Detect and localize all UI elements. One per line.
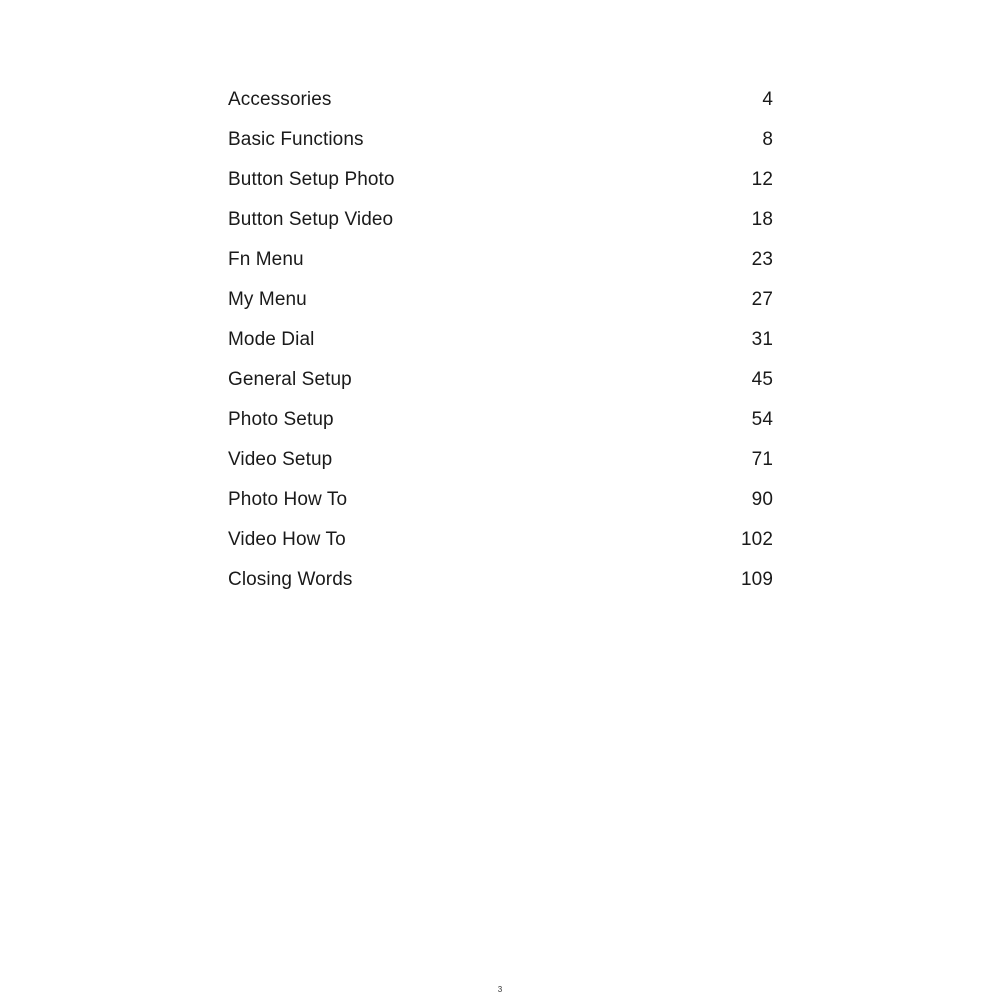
toc-entry-title: Button Setup Photo bbox=[228, 169, 395, 190]
toc-entry-title: Photo How To bbox=[228, 489, 348, 510]
toc-entry-title: Button Setup Video bbox=[228, 209, 394, 230]
toc-entry-title: Video How To bbox=[228, 529, 346, 550]
toc-entry-title: Fn Menu bbox=[228, 249, 304, 270]
toc-entry[interactable] bbox=[228, 280, 773, 320]
toc-entry-title: My Menu bbox=[228, 289, 307, 310]
toc-entry-page: 12 bbox=[751, 169, 773, 190]
toc-entry[interactable] bbox=[228, 360, 773, 400]
toc-entry-page: 27 bbox=[751, 289, 773, 310]
toc-entry-title: General Setup bbox=[228, 369, 352, 390]
toc-entry-page: 54 bbox=[751, 409, 773, 430]
page-number: 3 bbox=[497, 985, 503, 994]
toc-entry-page: 71 bbox=[751, 449, 773, 470]
toc-entry-page: 109 bbox=[740, 569, 773, 590]
toc-entry-title: Mode Dial bbox=[228, 329, 315, 350]
toc-entry-page: 102 bbox=[740, 529, 773, 550]
table-of-contents bbox=[228, 80, 773, 600]
toc-entry-page: 90 bbox=[751, 489, 773, 510]
toc-entry-page: 23 bbox=[751, 249, 773, 270]
toc-entry-title: Accessories bbox=[228, 89, 332, 110]
toc-entry-title: Photo Setup bbox=[228, 409, 334, 430]
toc-entry[interactable] bbox=[228, 400, 773, 440]
toc-entry-page: 45 bbox=[751, 369, 773, 390]
toc-entry-page: 8 bbox=[762, 129, 773, 150]
toc-entry-title: Video Setup bbox=[228, 449, 333, 470]
toc-entry[interactable] bbox=[228, 480, 773, 520]
toc-entry[interactable] bbox=[228, 160, 773, 200]
toc-entry[interactable] bbox=[228, 80, 773, 120]
toc-entry[interactable] bbox=[228, 240, 773, 280]
toc-entry[interactable] bbox=[228, 120, 773, 160]
toc-entry-page: 31 bbox=[751, 329, 773, 350]
toc-entry-title: Basic Functions bbox=[228, 129, 364, 150]
toc-entry[interactable] bbox=[228, 520, 773, 560]
toc-entry[interactable] bbox=[228, 200, 773, 240]
toc-entry[interactable] bbox=[228, 440, 773, 480]
toc-entry[interactable] bbox=[228, 560, 773, 600]
toc-entry-page: 4 bbox=[762, 89, 773, 110]
toc-entry-title: Closing Words bbox=[228, 569, 353, 590]
toc-entry-page: 18 bbox=[751, 209, 773, 230]
toc-entry[interactable] bbox=[228, 320, 773, 360]
